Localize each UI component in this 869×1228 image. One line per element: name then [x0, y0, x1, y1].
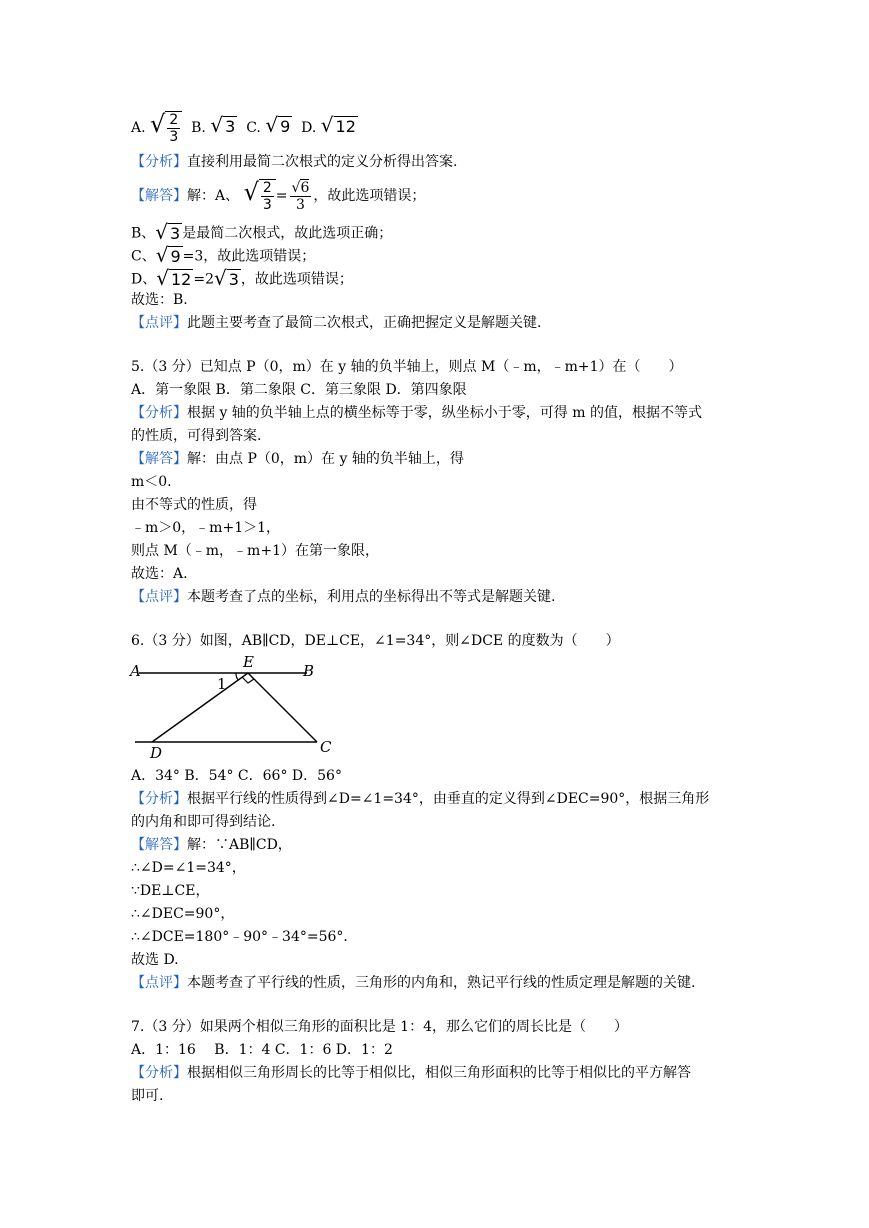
q5-answer-text: 解：由点 P（0，m）在 y 轴的负半轴上，得 — [187, 451, 464, 467]
segment-ec — [248, 673, 317, 742]
q4-answer-prefix: 解：A、 — [187, 188, 240, 204]
q4-c-radical: √ 9 — [155, 243, 181, 267]
q7-analysis — [131, 1063, 691, 1083]
q6-choice: 故选 D. — [131, 952, 179, 968]
q4-answer-a-radical: √ $\frac{2}{3}$ — [244, 174, 276, 218]
q4-option-b-radical: √ 3 — [210, 113, 236, 137]
q4-option-c-label: C. — [246, 120, 261, 136]
q6-line-2: ∵DE⊥CE， — [131, 883, 210, 899]
q4-option-a-radical: √ $\frac{2}{3}$ — [150, 108, 182, 148]
q4-comment — [131, 313, 541, 333]
q4-answer — [131, 174, 425, 218]
q5-answer — [131, 449, 464, 469]
q4-line-b — [131, 222, 392, 245]
q4-b-tail: 是最简二次根式，故此选项正确； — [182, 225, 393, 242]
q4-d-radical: √ 12 — [156, 266, 192, 290]
q6-answer — [131, 835, 292, 855]
q4-options — [131, 108, 358, 148]
analysis-tag: 【分析】 — [131, 405, 187, 421]
analysis-tag: 【分析】 — [131, 791, 187, 807]
q4-answer-a-tail: ，故此选项错误； — [313, 188, 426, 204]
comment-tag: 【点评】 — [131, 315, 187, 331]
label-e: E — [243, 653, 254, 671]
q5-comment-text: 本题考查了点的坐标，利用点的坐标得出不等式是解题关键. — [187, 589, 556, 605]
comment-tag: 【点评】 — [131, 975, 187, 991]
q7-stem: 7.（3 分）如果两个相似三角形的面积比是 1：4，那么它们的周长比是（ ） — [131, 1019, 628, 1035]
q5-line-1: m＜0. — [131, 474, 172, 490]
q5-analysis-text: 根据 y 轴的负半轴上点的横坐标等于零，纵坐标小于零，可得 m 的值，根据不等式 — [187, 405, 702, 421]
comment-tag: 【点评】 — [131, 589, 187, 605]
q4-option-a-label: A. — [131, 120, 146, 136]
q5-choice: 故选：A. — [131, 566, 188, 582]
q4-d-tail: ，故此选项错误； — [240, 271, 353, 288]
q4-b-radical: √ 3 — [155, 220, 181, 244]
q6-comment-text: 本题考查了平行线的性质，三角形的内角和，熟记平行线的性质定理是解题的关键. — [187, 975, 696, 991]
label-a: A — [130, 662, 141, 680]
analysis-tag: 【分析】 — [131, 154, 187, 170]
angle-1-arc — [236, 673, 238, 680]
q7-options: A．1：16 B．1：4 C．1：6 D．1：2 — [131, 1042, 393, 1058]
q6-figure — [125, 652, 355, 762]
q4-option-b-label: B. — [191, 120, 206, 136]
q6-line-3: ∴∠DEC=90°， — [131, 906, 235, 922]
q6-comment — [131, 973, 695, 993]
q7-analysis-text: 根据相似三角形周长的比等于相似比，相似三角形面积的比等于相似比的平方解答 — [187, 1065, 691, 1081]
q4-analysis-text: 直接利用最简二次根式的定义分析得出答案. — [187, 154, 458, 170]
q5-line-3: ﹣m＞0，﹣m+1＞1， — [131, 520, 281, 536]
q5-analysis-cont: 的性质，可得到答案. — [131, 428, 262, 444]
q4-option-d-label: D. — [301, 120, 317, 136]
q4-comment-text: 此题主要考查了最简二次根式，正确把握定义是解题关键. — [187, 315, 542, 331]
q5-line-4: 则点 M（﹣m，﹣m+1）在第一象限， — [131, 543, 379, 559]
q5-analysis — [131, 403, 702, 423]
q5-comment — [131, 587, 555, 607]
q6-stem: 6.（3 分）如图，AB∥CD，DE⊥CE，∠1=34°，则∠DCE 的度数为（ ） — [131, 633, 620, 649]
q4-d-prefix: D、 — [131, 271, 157, 288]
q4-c-prefix: C、 — [131, 248, 156, 265]
equals-sign: = — [275, 188, 288, 204]
q4-option-c-radical: √ 9 — [265, 113, 291, 137]
q4-analysis — [131, 152, 457, 172]
q6-analysis — [131, 789, 709, 809]
answer-tag: 【解答】 — [131, 451, 187, 467]
q4-d-mid: =2 — [193, 271, 214, 288]
segment-ed — [152, 673, 248, 742]
q5-line-2: 由不等式的性质，得 — [131, 497, 257, 513]
q4-c-tail: =3，故此选项错误； — [182, 248, 316, 265]
q5-stem: 5.（3 分）已知点 P（0，m）在 y 轴的负半轴上，则点 M（﹣m，﹣m+1）在（ ） — [131, 359, 683, 375]
q6-options: A．34° B．54° C．66° D．56° — [131, 768, 342, 784]
label-1: 1 — [217, 675, 227, 693]
label-c: C — [320, 738, 332, 756]
q4-line-c — [131, 245, 315, 268]
answer-tag: 【解答】 — [131, 837, 187, 853]
q7-analysis-cont: 即可. — [131, 1088, 164, 1104]
q6-answer-text: 解：∵AB∥CD， — [187, 837, 292, 853]
q4-line-d — [131, 268, 353, 291]
label-b: B — [303, 662, 315, 680]
answer-tag: 【解答】 — [131, 188, 187, 204]
q4-choice: 故选：B. — [131, 292, 188, 308]
q4-option-d-radical: √ 12 — [320, 113, 356, 137]
q4-d-radical-2: √ 3 — [213, 266, 239, 290]
q4-answer-a-result: $\frac{√6}{3}$ — [291, 179, 310, 213]
label-d: D — [150, 744, 163, 762]
analysis-tag: 【分析】 — [131, 1065, 187, 1081]
q6-line-4: ∴∠DCE=180°﹣90°﹣34°=56°． — [131, 929, 358, 945]
q4-b-prefix: B、 — [131, 225, 156, 242]
q6-line-1: ∴∠D=∠1=34°， — [131, 860, 246, 876]
q6-analysis-cont: 的内角和即可得到结论. — [131, 814, 276, 830]
q6-analysis-text: 根据平行线的性质得到∠D=∠1=34°，由垂直的定义得到∠DEC=90°，根据三角形 — [187, 791, 710, 807]
q5-options: A．第一象限 B．第二象限 C．第三象限 D．第四象限 — [131, 382, 467, 398]
